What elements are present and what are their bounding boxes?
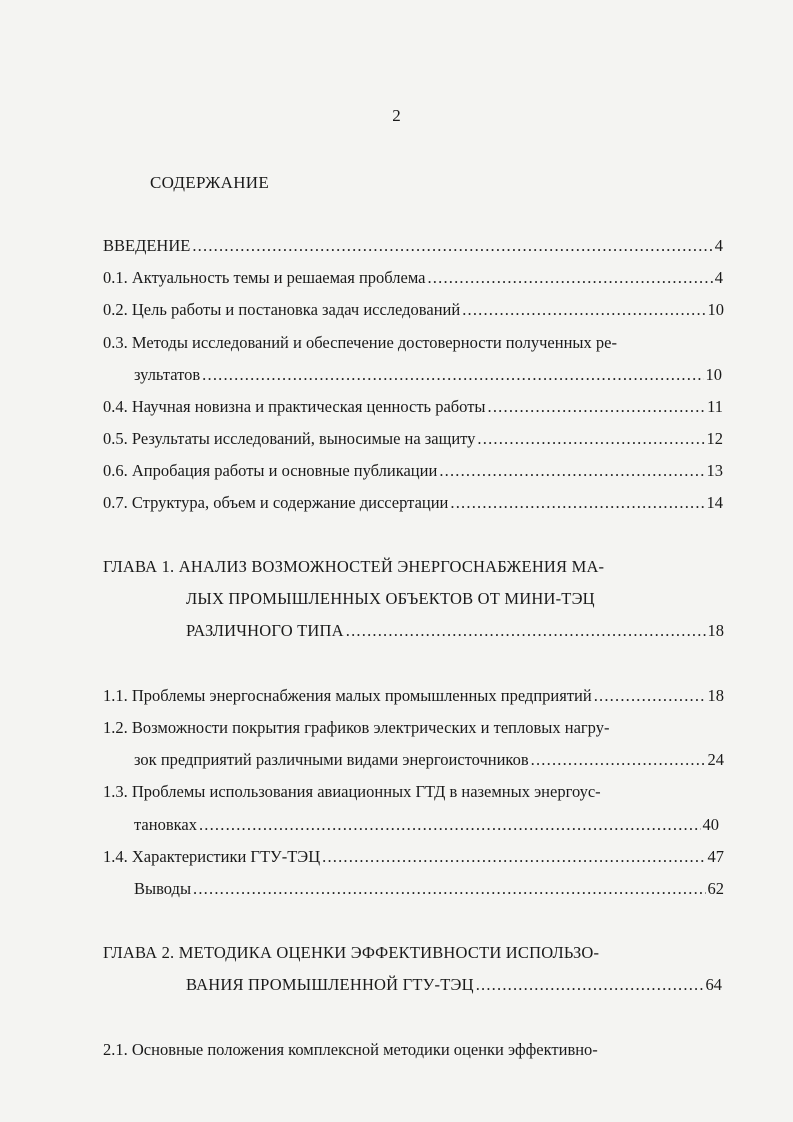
toc-entry-1-2-line1: 1.2. Возможности покрытия графиков электрических и тепловых нагру- — [103, 718, 610, 737]
toc-entry-0-3-line1: 0.3. Методы исследований и обеспечение достоверности полученных ре- — [103, 333, 617, 352]
toc-entry-1-3-line2: тановках ..... 40 — [134, 815, 719, 835]
toc-chapter-1-line3: РАЗЛИЧНОГО ТИПА ..... 18 — [186, 621, 724, 641]
toc-entry-2-1-line1: 2.1. Основные положения комплексной методики оценки эффективно- — [103, 1040, 598, 1059]
dot-leader — [477, 429, 704, 449]
dot-leader — [531, 750, 706, 770]
dot-leader — [192, 236, 712, 256]
toc-entry-1-4: 1.4. Характеристики ГТУ-ТЭЦ ..... 47 — [103, 847, 724, 867]
dot-leader — [450, 493, 704, 513]
toc-entry-1-2-line2: зок предприятий различными видами энергоисточников ..... 24 — [134, 750, 724, 770]
toc-entry-0-6: 0.6. Апробация работы и основные публикации ..... 13 — [103, 461, 723, 481]
dot-leader — [594, 686, 706, 706]
toc-chapter-2-line1: ГЛАВА 2. МЕТОДИКА ОЦЕНКИ ЭФФЕКТИВНОСТИ ИСПОЛЬЗО- — [103, 943, 600, 962]
toc-entry-0-2: 0.2. Цель работы и постановка задач исследований ..... 10 — [103, 300, 724, 320]
toc-chapter-1-line1: ГЛАВА 1. АНАЛИЗ ВОЗМОЖНОСТЕЙ ЭНЕРГОСНАБЖЕНИЯ МА- — [103, 557, 605, 576]
dot-leader — [476, 975, 704, 995]
toc-entry-0-1: 0.1. Актуальность темы и решаемая проблема ..... 4 — [103, 268, 723, 288]
toc-entry-1-1: 1.1. Проблемы энергоснабжения малых промышленных предприятий ..... 18 — [103, 686, 724, 706]
toc-entry-0-7: 0.7. Структура, объем и содержание диссертации ..... 14 — [103, 493, 723, 513]
page-number: 2 — [392, 106, 401, 125]
dot-leader — [427, 268, 712, 288]
toc-entry-0-5: 0.5. Результаты исследований, выносимые на защиту ..... 12 — [103, 429, 723, 449]
toc-entry-conclusions-1: Выводы ..... 62 — [134, 879, 724, 899]
dot-leader — [202, 365, 703, 385]
toc-heading: СОДЕРЖАНИЕ — [150, 173, 270, 192]
toc-entry-1-3-line1: 1.3. Проблемы использования авиационных ГТД в наземных энергоус- — [103, 782, 601, 801]
dot-leader — [193, 879, 705, 899]
toc-entry-0-4: 0.4. Научная новизна и практическая ценность работы ..... 11 — [103, 397, 723, 417]
dot-leader — [199, 815, 701, 835]
dot-leader — [322, 847, 705, 867]
toc-chapter-1-line2: ЛЫХ ПРОМЫШЛЕННЫХ ОБЪЕКТОВ ОТ МИНИ-ТЭЦ — [186, 589, 595, 608]
dot-leader — [439, 461, 704, 481]
dot-leader — [488, 397, 706, 417]
toc-entry-0-3-line2: зультатов ..... 10 — [134, 365, 722, 385]
toc-entry-introduction: ВВЕДЕНИЕ ..... 4 — [103, 236, 723, 256]
toc-chapter-2-line2: ВАНИЯ ПРОМЫШЛЕННОЙ ГТУ-ТЭЦ ..... 64 — [186, 975, 722, 995]
dot-leader — [346, 621, 706, 641]
dot-leader — [462, 300, 705, 320]
